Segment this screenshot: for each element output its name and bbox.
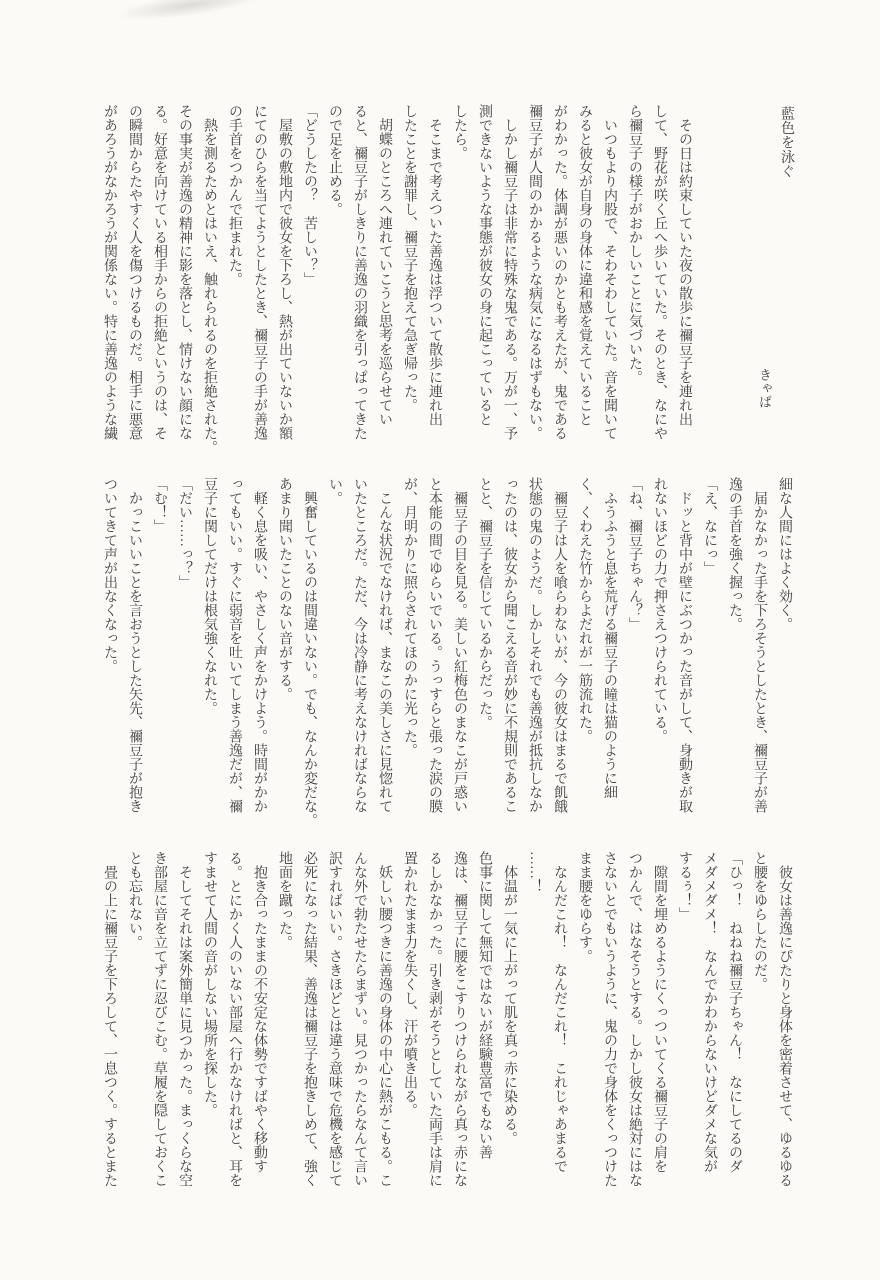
text-column: いたところだ。ただ、今は冷静に考えなければならな	[352, 477, 367, 813]
text-column: メダメダメ！ なんでかわからないけどダメな気が	[702, 851, 717, 1173]
text-column: ので足を止める。	[327, 104, 342, 216]
text-column: するぅ！」	[677, 851, 692, 921]
text-column: る。好意を向けている相手からの拒絶というのは、そ	[152, 104, 167, 440]
text-band-2	[97, 477, 797, 835]
text-column: 抱き合ったままの不安定な体勢ですばやく移動す	[252, 851, 267, 1173]
text-column: して、野花が咲く丘へ歩いていた。そのとき、なにや	[652, 104, 667, 440]
text-column: 畳の上に禰豆子を下ろして、一息つく。するとまた	[102, 851, 117, 1187]
scan-smudge	[114, 0, 266, 26]
text-column: その事実が善逸の精神に影を落とし、情けない顔にな	[177, 104, 192, 440]
text-column: なんだこれ！ なんだこれ！ これじゃあまるで	[552, 851, 567, 1173]
text-column: が、月明かりに照らされてほのかに光った。	[402, 477, 417, 757]
text-column: がわかった。体調が悪いのかとも考えたが、鬼である	[552, 104, 567, 440]
text-column: んな外で勃たせたらまずい。見つかったらなんて言い	[352, 851, 367, 1187]
text-column: があろうがなかろうが関係ない。特に善逸のような繊	[102, 104, 117, 440]
text-column: の瞬間からたやすく人を傷つけるものだ。相手に悪意	[127, 104, 142, 440]
text-column: 「ひっ！ ねねね禰豆子ちゃん！ なにしてるのダ	[727, 851, 742, 1173]
text-column: 必死になった結果、善逸は禰豆子を抱きしめて、強く	[302, 851, 317, 1187]
text-band-3	[97, 851, 797, 1209]
text-column: その日は約束していた夜の散歩に禰豆子を連れ出	[677, 104, 692, 426]
text-column: さないとでもいうように、鬼の力で身体をくっつけた	[602, 851, 617, 1187]
text-column: そこまで考えついた善逸は浮ついて散歩に連れ出	[427, 104, 442, 426]
text-column: 「む！」	[152, 477, 167, 533]
text-column: こんな状況でなければ、まなこの美しさに見惚れて	[377, 477, 392, 813]
text-column: 胡蝶のところへ連れていこうと思考を巡らせてい	[377, 104, 392, 426]
text-column: 細な人間にはよく効く。	[777, 477, 792, 631]
text-column: 豆子に関してだけは根気強くなれた。	[202, 477, 217, 715]
text-column: すませて人間の音がしない場所を探した。	[202, 851, 217, 1117]
text-band-1	[97, 104, 697, 462]
text-column: 禰豆子が人間のかかるような病気になるはずもない。	[527, 104, 542, 440]
text-column: 体温が一気に上がって肌を真っ赤に染める。	[502, 851, 517, 1145]
text-column: る。とにかく人のいない部屋へ行かなければと、耳を	[227, 851, 242, 1187]
text-column: 「どうしたの？ 苦しい？」	[302, 104, 317, 286]
text-column: したら。	[452, 104, 467, 160]
text-column: 逸は、禰豆子に腰をこすりつけられながら真っ赤にな	[452, 851, 467, 1187]
text-column: く、くわえた竹からよだれが一筋流れた。	[577, 477, 592, 743]
text-column: ら禰豆子の様子がおかしいことに気づいた。	[627, 104, 642, 384]
text-column: とと、禰豆子を信じているからだった。	[477, 477, 492, 729]
text-column: 妖しい腰つきに善逸の身体の中心に熱がこもる。こ	[377, 851, 392, 1187]
text-column: 届かなかった手を下ろそうとしたとき、禰豆子が善	[752, 477, 767, 813]
text-column: き部屋に音を立てずに忍びこむ。草履を隠しておくこ	[152, 851, 167, 1187]
text-column: 「え、なにっ」	[702, 477, 717, 575]
text-column: 「ね、禰豆子ちゃん？」	[627, 477, 642, 631]
text-column: 状態の鬼のようだ。しかしそれでも善逸が抵抗しなか	[527, 477, 542, 813]
text-column: ふうふうと息を荒げる禰豆子の瞳は猫のように細	[602, 477, 617, 799]
text-column: 禰豆子の目を見る。美しい紅梅色のまなこが戸惑い	[452, 477, 467, 813]
text-column: 熱を測るためとはいえ、触れられるのを拒絶された。	[202, 104, 217, 454]
text-column: の手首をつかんで拒まれた。	[227, 104, 242, 286]
text-column: そしてそれは案外簡単に見つかった。まっくらな空	[177, 851, 192, 1187]
text-column: 訳すればいい。さきほどとは違う意味で危機を感じて	[327, 851, 342, 1187]
text-column: ドッと背中が壁にぶつかった音がして、身動きが取	[677, 477, 692, 813]
text-column: ついてきて声が出なくなった。	[102, 477, 117, 673]
text-column: 色事に関して無知ではないが経験豊富でもない善	[477, 851, 492, 1159]
text-column: いつもより内股で、そわそわしていた。音を聞いて	[602, 104, 617, 440]
text-column: 彼女は善逸にぴたりと身体を密着させて、ゆるゆる	[777, 851, 792, 1187]
author-name: きゃぱ	[757, 368, 772, 409]
text-column: にてのひらを当てようとしたとき、禰豆子の手が善逸	[252, 104, 267, 440]
text-column: と腰をゆらしたのだ。	[752, 851, 767, 991]
text-column: かっこいいことを言おうとした矢先、禰豆子が抱き	[127, 477, 142, 813]
text-column: い。	[327, 477, 342, 505]
text-column: 屋敷の敷地内で彼女を下ろし、熱が出ていないか額	[277, 104, 292, 440]
text-column: 測できないような事態が彼女の身に起こっていると	[477, 104, 492, 426]
text-column: ると、禰豆子がしきりに善逸の羽織を引っぱってきた	[352, 104, 367, 440]
text-column: 地面を蹴った。	[277, 851, 292, 949]
text-column: みると彼女が自身の身体に違和感を覚えていること	[577, 104, 592, 426]
text-column: 逸の手首を強く握った。	[727, 477, 742, 631]
text-column: したことを謝罪し、禰豆子を抱えて急ぎ帰った。	[402, 104, 417, 412]
text-column: しかし禰豆子は非常に特殊な鬼である。万が一、予	[502, 104, 517, 440]
text-column: ったのは、彼女から聞こえる音が妙に不規則であるこ	[502, 477, 517, 813]
text-column: と本能の間でゆらいでいる。うっすらと張った涙の膜	[427, 477, 442, 813]
text-column: 置かれたまま力を失くし、汗が噴き出る。	[402, 851, 417, 1117]
text-column: 「だい……っ？」	[177, 477, 192, 589]
text-column: 隙間を埋めるようにくっついてくる禰豆子の肩を	[652, 851, 667, 1173]
text-column: れないほどの力で押さえつけられている。	[652, 477, 667, 743]
text-column: 興奮しているのは間違いない。でも、なんか変だな。	[302, 477, 317, 827]
text-column: あまり聞いたことのない音がする。	[277, 477, 292, 701]
text-column: 軽く息を吸い、やさしく声をかけよう。時間がかか	[252, 477, 267, 813]
text-column: まま腰をゆらす。	[577, 851, 592, 963]
text-column: つかんで、はなそうとする。しかし彼女は絶対にはな	[627, 851, 642, 1187]
text-column: とも忘れない。	[127, 851, 142, 949]
text-column: 禰豆子は人を喰らわないが、今の彼女はまるで飢餓	[552, 477, 567, 813]
text-column: ……！	[527, 851, 542, 893]
story-title: 藍色を泳ぐ	[779, 106, 794, 179]
text-column: るしかなかった。引き剥がそうとしていた両手は肩に	[427, 851, 442, 1187]
text-column: ってもいい。すぐに弱音を吐いてしまう善逸だが、禰	[227, 477, 242, 813]
